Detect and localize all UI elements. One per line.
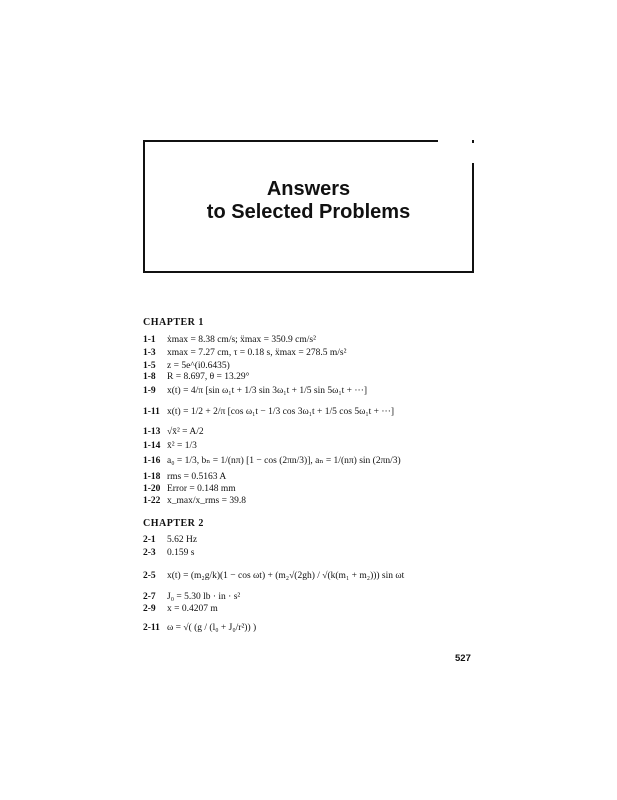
answer-row	[143, 333, 316, 347]
answer-text: 5.62 Hz	[167, 534, 198, 545]
answer-text: R = 8.697, θ = 13.29°	[167, 371, 250, 382]
problem-number: 2-1	[143, 534, 156, 545]
answer-text: ẋmax = 8.38 cm/s; ẍmax = 350.9 cm/s²	[167, 334, 316, 345]
problem-number: 1-14	[143, 440, 161, 451]
answer-row	[143, 346, 346, 360]
answer-row	[143, 533, 197, 547]
problem-number: 1-13	[143, 426, 161, 437]
answer-row	[143, 602, 218, 616]
answer-row	[143, 566, 404, 586]
title-line-1: Answers	[266, 178, 351, 200]
answer-text: z = 5e^(i0.6435)	[167, 360, 230, 371]
answer-text: J₀ = 5.30 lb · in · s²	[167, 591, 241, 602]
answer-text: √x̄² = A/2	[167, 426, 204, 437]
answer-text: x = 0.4207 m	[167, 603, 218, 614]
answer-text: Error = 0.148 mm	[167, 483, 236, 494]
frame-gap-right	[466, 143, 474, 163]
problem-number: 1-22	[143, 495, 161, 506]
answer-row	[143, 425, 204, 439]
page-number: 527	[455, 653, 471, 664]
problem-number: 1-5	[143, 360, 156, 371]
problem-number: 2-11	[143, 622, 160, 633]
answer-text: x_max/x_rms = 39.8	[167, 495, 246, 506]
title-line-2: to Selected Problems	[206, 201, 411, 223]
answer-text: x(t) = 1/2 + 2/π [cos ω₁t − 1/3 cos 3ω₁t + 1/5 cos 5ω₁t + ···]	[167, 406, 395, 417]
answer-row	[143, 546, 194, 560]
problem-number: 1-1	[143, 334, 156, 345]
problem-number: 1-3	[143, 347, 156, 358]
answer-row	[143, 451, 401, 471]
answer-text: x(t) = 4/π [sin ω₁t + 1/3 sin 3ω₁t + 1/5 sin 5ω₁t + ···]	[167, 385, 368, 396]
answer-text: ω = √( (g / (l₀ + J₀/r²)) )	[167, 622, 257, 633]
problem-number: 1-8	[143, 371, 156, 382]
answer-row	[143, 494, 246, 508]
problem-number: 2-7	[143, 591, 156, 602]
problem-number: 2-3	[143, 547, 156, 558]
problem-number: 2-9	[143, 603, 156, 614]
answer-text: a₀ = 1/3, bₙ = 1/(nπ) [1 − cos (2πn/3)], aₙ = 1/(nπ) sin (2πn/3)	[167, 455, 401, 466]
problem-number: 2-5	[143, 570, 156, 581]
chapter-2-heading: CHAPTER 2	[143, 518, 204, 529]
answer-text: xmax = 7.27 cm, τ = 0.18 s, ẍmax = 278.5 m/s²	[167, 347, 347, 358]
problem-number: 1-11	[143, 406, 160, 417]
problem-number: 1-20	[143, 483, 161, 494]
answer-text: 0.159 s	[167, 547, 195, 558]
answer-text: x(t) = (m₂g/k)(1 − cos ωt) + (m₂√(2gh) / √(k(m₁ + m₂))) sin ωt	[167, 570, 405, 581]
answer-text: x̄² = 1/3	[167, 440, 197, 451]
answer-row	[143, 402, 394, 422]
problem-number: 1-9	[143, 385, 156, 396]
answer-text: rms = 0.5163 A	[167, 471, 227, 482]
answer-row	[143, 381, 367, 401]
chapter-1-heading: CHAPTER 1	[143, 317, 204, 328]
problem-number: 1-18	[143, 471, 161, 482]
answer-row	[143, 618, 256, 638]
problem-number: 1-16	[143, 455, 161, 466]
